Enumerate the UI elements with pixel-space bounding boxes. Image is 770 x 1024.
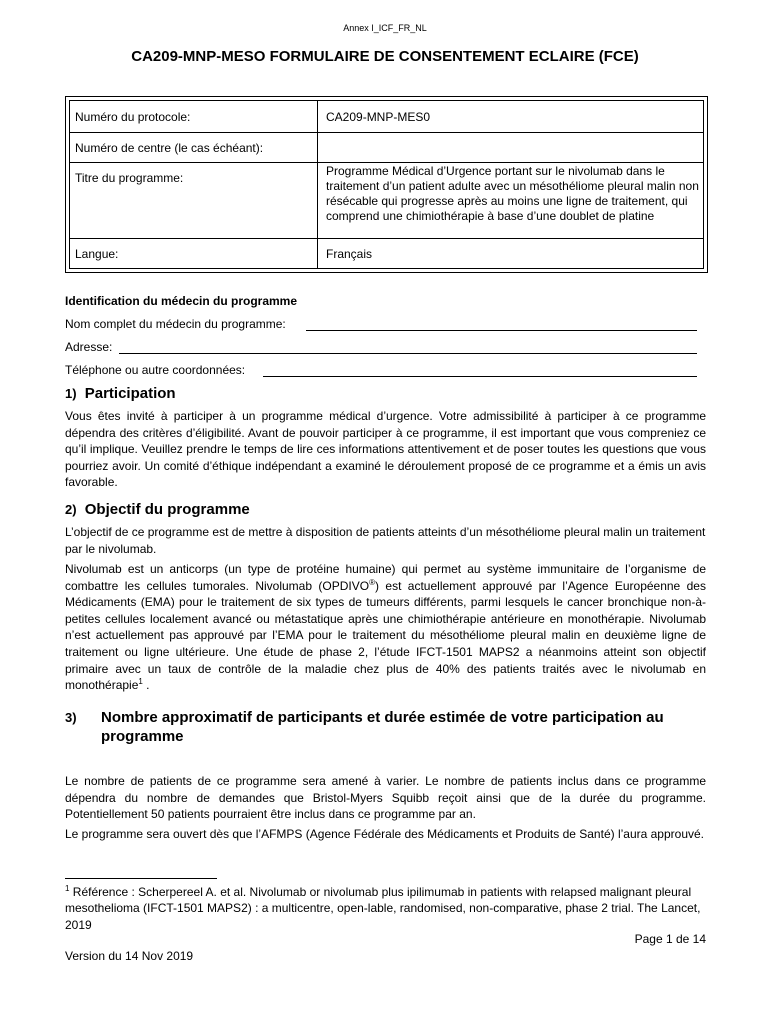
physician-address-field[interactable] — [119, 353, 697, 354]
version-date: Version du 14 Nov 2019 — [65, 949, 194, 963]
physician-phone-field[interactable] — [263, 376, 697, 377]
table-value-language: Français — [326, 247, 373, 261]
section-1-heading — [65, 385, 176, 402]
section-title-line-2: programme — [101, 727, 184, 745]
table-row-divider — [70, 132, 703, 133]
objective-paragraph-2 — [65, 561, 706, 694]
table-value-protocol: CA209-MNP-MES0 — [326, 110, 431, 124]
table-column-divider — [317, 101, 318, 268]
section-3-heading — [65, 709, 706, 746]
footnote-separator — [65, 878, 217, 879]
section-title: Participation — [84, 385, 176, 402]
section-number: 2) — [65, 502, 77, 517]
footnote-marker: 1 — [65, 884, 70, 893]
footnote-text: Référence : Scherpereel A. et al. Nivolumab or nivolumab plus ipilimumab in patients with relapsed malignant pleural mesothelioma (IFCT-1501 MAPS2) : a multicentre, open-lable, randomised, non-comparative, phase 2 trial. The Lancet, 2019 — [65, 885, 701, 932]
physician-address-label: Adresse: — [65, 340, 113, 354]
footnote-reference[interactable]: 1 — [138, 677, 143, 687]
table-label-language: Langue: — [75, 247, 119, 261]
table-label-title: Titre du programme: — [75, 171, 184, 185]
objective-paragraph-1: L’objectif de ce programme est de mettre à disposition de patients atteints d’un mésothéliome pleural malin un traitement par le nivolumab. — [65, 525, 706, 556]
section-title: Objectif du programme — [84, 501, 250, 518]
table-value-title: Programme Médical d’Urgence portant sur le nivolumab dans le traitement d’un patient adulte avec un mésothéliome pleural malin non résécable qui progresse après au moins une ligne de traitement, qui comprend une chimiothérapie à base d’une doublet de platine — [326, 164, 699, 223]
participants-paragraph-2: Le programme sera ouvert dès que l’AFMPS (Agence Fédérale des Médicaments et Produits de Santé) l’aura approuvé. — [65, 827, 704, 841]
document-title: CA209-MNP-MESO FORMULAIRE DE CONSENTEMENT ECLAIRE (FCE) — [131, 48, 639, 65]
page-number: Page 1 de 14 — [634, 932, 706, 946]
section-title-line-1: Nombre approximatif de participants et durée estimée de votre participation au — [101, 709, 664, 726]
objective-text-b: ) est actuellement approuvé par l’Agence Européenne des Médicaments (EMA) pour le traitement de six types de tumeurs différents, parmi lesquels le cancer bronchique non-à-petites cellules localement avancé ou métastatique après une chimiothérapie antérieure en monothérapie. Nivolumab n’est actuellement pas approuvé par l’EMA pour le traitement du mésothéliome pleural malin en deuxième ligne de traitement ou ligne ultérieure. Une étude de phase 2, l’étude IFCT-1501 MAPS2 a néanmoins atteint son objectif primaire avec un taux de contrôle de la maladie chez plus de 40% des patients traités avec le nivolumab en monothérapie — [65, 578, 706, 693]
table-label-centre: Numéro de centre (le cas échéant): — [75, 141, 264, 155]
participants-paragraph-1: Le nombre de patients de ce programme sera amené à varier. Le nombre de patients inclus dans ce programme dépendra du nombre de demandes que Bristol-Myers Squibb reçoit ainsi que de la durée du programme. Potentiellement 50 patients pourraient être inclus dans ce programme par an. — [65, 774, 706, 822]
registered-mark: ® — [369, 577, 375, 587]
participation-paragraph: Vous êtes invité à participer à un programme médical d’urgence. Votre admissibilité à participer à ce programme dépendra des critères d’éligibilité. Avant de pouvoir participer à ce programme, il est important que vous compreniez ce qu’il implique. Veuillez prendre le temps de lire ces informations attentivement et de poser toutes les questions que vous pourriez avoir. Un comité d’éthique indépendant a examiné le déroulement proposé de ce programme et a émis un avis favorable. — [65, 409, 706, 490]
table-label-protocol: Numéro du protocole: — [75, 110, 191, 124]
physician-phone-label: Téléphone ou autre coordonnées: — [65, 363, 246, 377]
section-number: 3) — [65, 710, 77, 725]
table-row-divider — [70, 162, 703, 163]
protocol-table — [69, 100, 704, 269]
physician-name-label: Nom complet du médecin du programme: — [65, 317, 286, 331]
footnote — [65, 884, 706, 933]
section-2-heading — [65, 501, 250, 518]
section-number: 1) — [65, 386, 77, 401]
annex-label: Annex I_ICF_FR_NL — [343, 23, 427, 33]
table-row-divider — [70, 238, 703, 239]
physician-name-field[interactable] — [306, 330, 697, 331]
objective-text-a: Nivolumab est un anticorps (un type de protéine humaine) qui permet au système immunitaire de l’organisme de combattre les cellules tumorales. Nivolumab (OPDIVO — [65, 562, 706, 593]
physician-section-heading: Identification du médecin du programme — [65, 294, 298, 308]
objective-text-end: . — [142, 678, 150, 693]
